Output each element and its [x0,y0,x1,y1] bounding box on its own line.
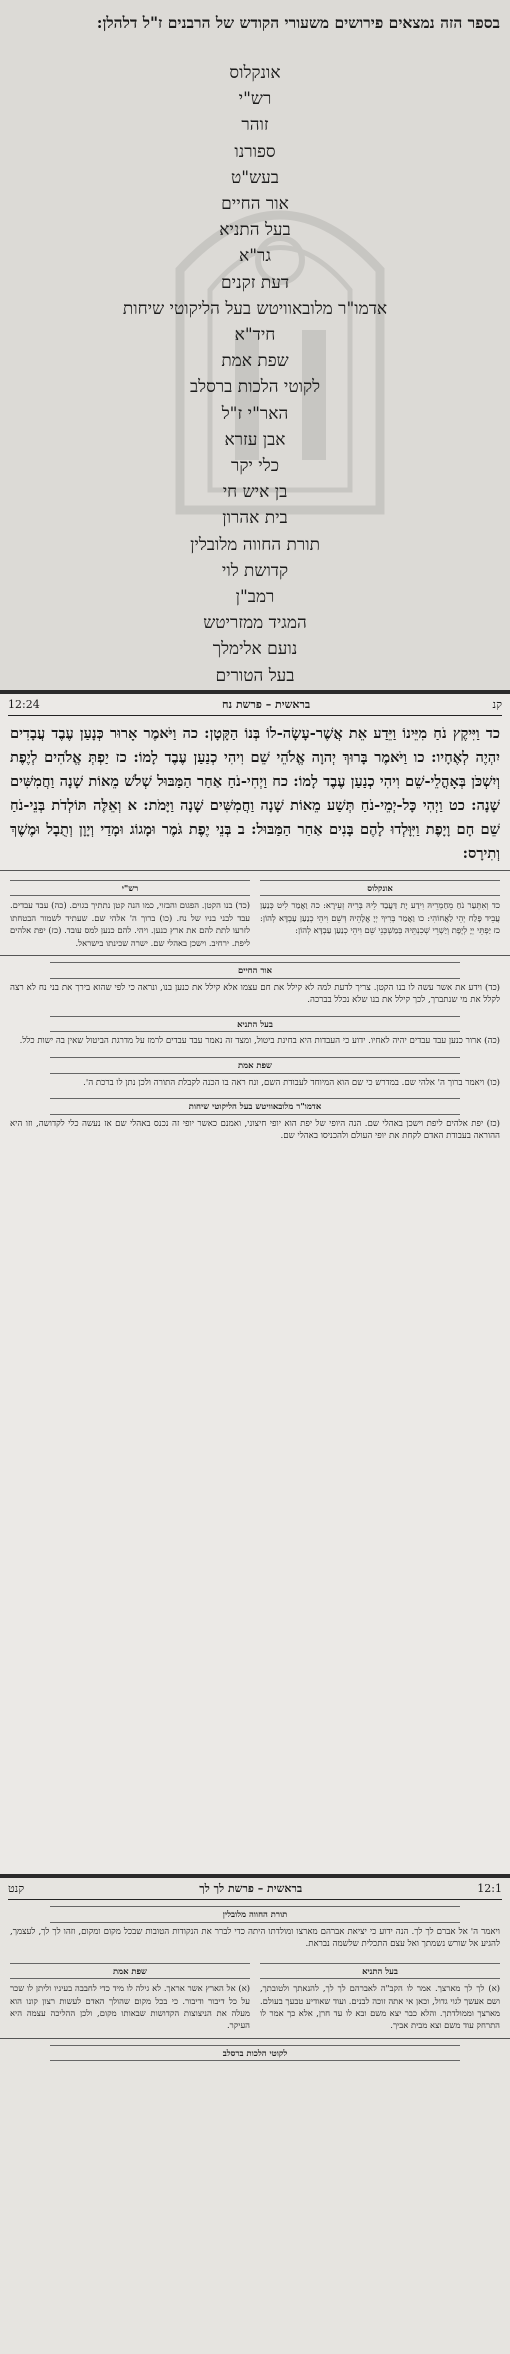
commentary-page-noach [0,694,510,1874]
list-item: האר"י ז"ל [221,403,289,424]
parasha-name: פרשת לך לך [199,1882,254,1895]
section-label: לקוטי הלכות ברסלב [50,2045,460,2062]
list-item: אונקלוס [229,63,281,83]
torah-verses: כד וַיִּיקֶץ נֹחַ מִיֵּינוֹ וַיֵּדַע אֵת אֲשֶׁר-עָשָׂה-לוֹ בְּנוֹ הַקָּטָן: כה וַיֹּאמֶר אָרוּר כְּנָעַן עֶבֶד עֲבָדִים יִהְיֶה לְאֶחָיו: כו וַיֹּאמֶר בָּרוּךְ יְהוָה אֱלֹהֵי שֵׁם וִיהִי כְנַעַן עֶבֶד לָמוֹ: כז יַפְתְּ אֱלֹהִים לְיֶפֶת וְיִשְׁכֹּן בְּאָהֳלֵי-שֵׁם וִיהִי כְנַעַן עֶבֶד לָמוֹ: כח וַיְחִי-נֹחַ אַחַר הַמַּבּוּל שְׁלֹשׁ מֵאוֹת שָׁנָה וַחֲמִשִּׁים שָׁנָה: כט וַיְהִי כָּל-יְמֵי-נֹחַ תְּשַׁע מֵאוֹת שָׁנָה וַחֲמִשִּׁים שָׁנָה וַיָּמֹת: א וְאֵלֶּה תּוֹלְדֹת בְּנֵי-נֹחַ שֵׁם חָם וָיָפֶת וַיִּוָּלְדוּ לָהֶם בָּנִים אַחַר הַמַּבּוּל: ב בְּנֵי יֶפֶת גֹּמֶר וּמָגוֹג וּמָדַי וְיָוָן וְתֻבָל וּמֶשֶׁךְ וְתִירָס: [0,716,510,871]
commentary-likutei-sichos [0,1092,510,1146]
commentary-text: ויאמר ה' אל אברם לך לך. הנה ידוע כי יציאת אברהם מארצו ומולדתו היתה כדי לברר את הנקודות הטובות שבכל מקום ומקום, וזהו לך לך, לעצמך, להגיע אל שורש נשמתך ואל עצם התכלית שלשמה נבראת. [10,1926,500,1950]
sfas-emes-column [10,1960,250,2032]
section-label: אור החיים [50,962,460,979]
commentators-list [0,60,510,690]
commentary-baal-hatanya [0,1010,510,1051]
onkelos-text: כד וְאִתְּעַר נֹחַ מֵחַמְרֵיהּ וִידַע יָת דַּעֲבַד לֵיהּ בְּרֵיהּ זְעֵירָא: כה וַאֲמַר לִיט כְּנַעַן עֲבֵיד פָּלַח יְהֵי לַאֲחוֹהִי: כו וַאֲמַר בְּרִיךְ יְיָ אֱלָהֵיהּ דְּשֵׁם וִיהֵי כְנַעַן עַבְדָּא לְהוֹן: כז יַפְתֵּי יְיָ לְיֶפֶת וְיַשְׁרֵי שְׁכִנְתֵּיהּ בְּמַשְׁכְּנֵי שֵׁם וִיהֵי כְנַעַן עַבְדָּא לְהוֹן: [260,900,500,936]
list-item: בעל הטורים [215,665,295,686]
list-item: רמב"ן [235,587,275,608]
list-item: המגיד ממזריטש [203,613,307,634]
commentary-text: (כו) ויאמר ברוך ה' אלהי שם. במדרש כי שם הוא המיוחד לעבודת השם, ונח ראה בו הכנה לקבלת התורה ולכן נתן לו ברכת ה'. [83,1077,500,1088]
list-item: נועם אלימלך [212,639,298,660]
header-title: בראשית – פרשת נח [222,698,311,711]
book-name: בראשית [267,1882,303,1895]
list-item: ספורנו [234,141,276,162]
commentary-page-lech-lecha [0,1878,510,2354]
list-item: בן איש חי [222,482,288,503]
baal-hatanya-column [260,1960,500,2032]
commentary-text: (כד) וידע את אשר עשה לו בנו הקטן. צריך לדעת למה לא קילל את חם עצמו אלא קילל את כנען בנו, ונראה כי לפי שהוא בירך את בני נח לא רצה לקלל את מי שנתברך, לכך קילל את בנו שלא נכלל בברכה. [10,982,500,1006]
section-label: רש"י [10,880,250,896]
commentary-columns [0,1954,510,2039]
rashi-column [10,877,250,949]
commentary-text: (כה) ארור כנען עבד עבדים יהיה לאחיו. ידוע כי העבדות היא בחינת ביטול, ומצד זה נאמר עבד עבדים לרמז על מדרגת הביטול שאין בה ישות כלל. [19,1036,500,1047]
running-header [8,694,502,716]
page-heading: בספר הזה נמצאים פירושים משעורי הקודש של הרבנים ז"ל דלהלן: [96,13,500,32]
targum-rashi-columns [0,871,510,956]
commentary-text: (א) אל הארץ אשר אראך. לא גילה לו מיד כדי לחבבה בעיניו וליתן לו שכר על כל דיבור ודיבור. כי בכל מקום שהולך האדם לעשות רצון קונו הוא מעלה את הניצוצות הקדושות שבאותו מקום, ולכן ההליכה עצמה היא העיקר. [10,1983,250,2031]
list-item: אבן עזרא [224,429,286,450]
section-label: שפת אמת [50,1057,460,1074]
section-label: תורת החווה מלובלין [50,1906,460,1923]
section-label: בעל התניא [260,1963,500,1979]
onkelos-column [260,877,500,949]
list-item: תורת החווה מלובלין [190,534,320,555]
list-item: לקוטי הלכות ברסלב [189,377,321,398]
rashi-text: (כד) בנו הקטן. הפגום והבזוי, כמו הנה קטן נתתיך בגוים. (כה) עבד עבדים. עבד לבני בניו של נח. (כו) ברוך ה' אלהי שם. שעתיד לשמור הבטחתו לזרעו לתת להם את ארץ כנען. ויהי. להם כנען למס עובד. (כז) יפת אלהים ליפת. ירחיב. וישכן באהלי שם. ישרה שכינתו בישראל. [10,900,250,948]
list-item: רש"י [238,89,272,110]
list-item: דעת זקנים [221,272,289,293]
section-label: בעל התניא [50,1016,460,1033]
list-item: גר"א [239,246,271,267]
list-item: אור החיים [221,194,289,215]
book-name: בראשית [275,698,311,711]
list-item: אדמו"ר מלובאוויטש בעל הליקוטי שיחות [122,298,388,319]
list-item: בית אהרון [222,508,288,529]
section-label: שפת אמת [10,1963,250,1979]
folio-number: 12:1 [477,1882,502,1895]
list-item: בעש"ט [231,167,279,188]
commentary-sfas-emes [0,1051,510,1092]
header-title: בראשית – פרשת לך לך [199,1882,303,1895]
list-item: חיד"א [234,325,276,346]
folio-number: 12:24 [8,698,40,711]
list-item: כלי יקר [230,456,280,477]
running-header [8,1878,502,1900]
page-number: קנ [492,698,502,711]
commentary-toras-hachava [0,1900,510,1954]
commentary-ohr-hachaim [0,956,510,1010]
section-label: אדמו"ר מלובאוויטש בעל הליקוטי שיחות [50,1098,460,1115]
commentary-text: (א) לך לך מארצך. אמר לו הקב"ה לאברהם לך לך, להנאתך ולטובתך, ושם אעשך לגוי גדול, וכאן אי אתה זוכה לבנים. ועוד שאודיע טבעך בעולם. מארצך וממולדתך. והלא כבר יצא משם ובא לו עד חרן, אלא כך אמר לו התרחק עוד משם וצא מבית אביך. [260,1983,500,2031]
page-number: קנט [8,1882,25,1895]
contents-page [0,0,510,690]
commentary-likutei-halachos [0,2039,510,2068]
list-item: קדושת לוי [221,560,289,581]
parasha-name: פרשת נח [222,698,262,711]
list-item: בעל התניא [219,220,291,241]
list-item: זוהר [241,115,269,136]
list-item: שפת אמת [221,351,289,372]
commentary-text: (כז) יפת אלהים ליפת וישכן באהלי שם. הנה היופי של יפת הוא יופי חיצוני, ואמנם כאשר יופי זה נכנס באהלי שם אז נעשה כלי לקדושה, וזו היא ההוראה בעבודת האדם לקחת את יופי העולם ולהכניסו באהלי שם. [10,1118,500,1142]
section-label: אונקלוס [260,880,500,896]
